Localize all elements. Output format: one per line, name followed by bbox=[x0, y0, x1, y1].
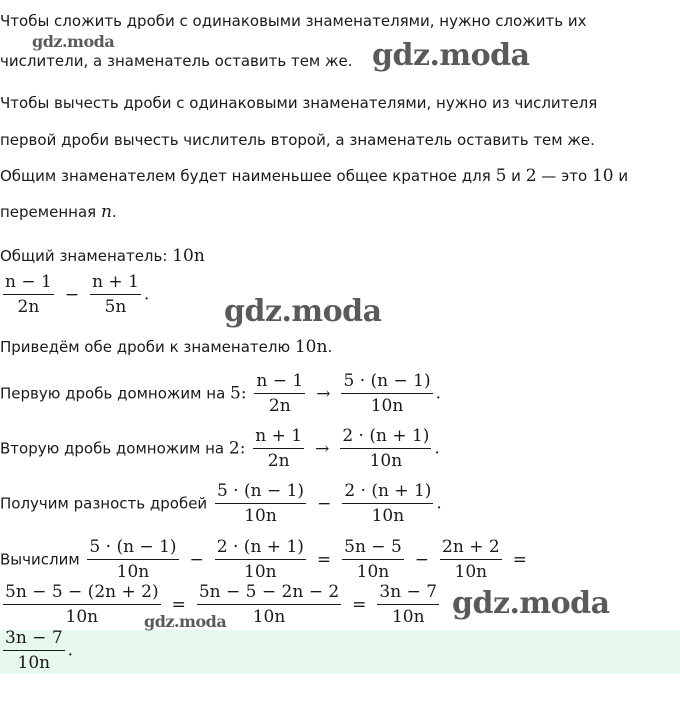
numerator: n + 1 bbox=[255, 426, 303, 446]
number-10: 10 bbox=[591, 166, 614, 186]
colon: : bbox=[239, 438, 246, 459]
denominator: 10n bbox=[244, 562, 277, 582]
general-den-label: Общий знаменатель: bbox=[0, 247, 173, 265]
number-2: 2 bbox=[525, 166, 537, 186]
denominator: 10n bbox=[371, 506, 405, 526]
period: . bbox=[67, 640, 74, 661]
numerator: n − 1 bbox=[256, 371, 304, 391]
reduce-value: 10n bbox=[294, 337, 328, 357]
variable-text: переменная bbox=[0, 203, 101, 221]
minus-sign: − bbox=[189, 549, 204, 570]
denominator: 10n bbox=[244, 506, 277, 526]
rule-sub-text-2: первой дроби вычесть числитель второй, а знаменатель оставить тем же. bbox=[0, 131, 595, 149]
rule-sub-line-2 bbox=[0, 131, 595, 149]
numerator: 5 · (n − 1) bbox=[216, 481, 305, 501]
second-mult-line bbox=[0, 426, 440, 471]
numerator: 3n − 7 bbox=[5, 628, 63, 648]
difference-label: Получим разность дробей bbox=[0, 494, 212, 513]
reduce-label: Приведём обе дроби к знаменателю bbox=[0, 338, 295, 356]
conjunction: и bbox=[506, 167, 526, 185]
numerator: 5 · (n − 1) bbox=[89, 537, 177, 557]
fraction-second bbox=[90, 272, 141, 317]
rule-sub-text-1: Чтобы вычесть дроби с одинаковыми знаменателями, нужно из числителя bbox=[0, 94, 598, 112]
numerator: 3n − 7 bbox=[379, 582, 438, 602]
fraction bbox=[340, 426, 431, 471]
final-answer bbox=[0, 628, 73, 673]
watermark-logo: gdz.moda bbox=[144, 612, 227, 631]
rule-add-line-2 bbox=[0, 52, 353, 70]
colon: : bbox=[240, 383, 247, 404]
numerator: 2 · (n + 1) bbox=[342, 426, 430, 446]
rule-add-text-2: числители, а знаменатель оставить тем же. bbox=[0, 52, 353, 70]
denominator: 10n bbox=[370, 396, 404, 416]
rule-add-line-1 bbox=[0, 12, 586, 30]
period: . bbox=[434, 438, 440, 459]
first-mult-line bbox=[0, 371, 441, 416]
numerator: 5n − 5 − (2n + 2) bbox=[5, 582, 159, 602]
first-mult-label: Первую дробь домножим на bbox=[0, 384, 231, 403]
minus-sign: − bbox=[317, 493, 332, 514]
general-den-line bbox=[0, 246, 205, 266]
watermark-logo: gdz.moda bbox=[372, 38, 530, 73]
fraction bbox=[87, 537, 178, 582]
numerator: 2 · (n + 1) bbox=[344, 481, 432, 501]
denominator: 10n bbox=[356, 562, 390, 582]
general-den-value: 10n bbox=[172, 246, 205, 266]
numerator: n + 1 bbox=[92, 272, 139, 292]
denominator: 2n bbox=[267, 451, 290, 471]
watermark-logo: gdz.moda bbox=[224, 294, 382, 329]
rule-add-text-1: Чтобы сложить дроби с одинаковыми знаменателями, нужно сложить их bbox=[0, 12, 587, 30]
number-5: 5 bbox=[495, 166, 507, 186]
numerator: 5n − 5 − 2n − 2 bbox=[198, 582, 340, 602]
common-den-text: Общим знаменателем будет наименьшее общее кратное для bbox=[0, 167, 496, 185]
minus-sign: − bbox=[64, 284, 80, 305]
answer-fraction bbox=[3, 628, 65, 673]
numerator: 5n − 5 bbox=[344, 537, 402, 557]
period: . bbox=[327, 338, 333, 356]
denominator: 10n bbox=[391, 607, 425, 627]
denominator: 10n bbox=[17, 653, 51, 673]
fraction bbox=[215, 481, 306, 526]
second-mult-label: Вторую дробь домножим на bbox=[0, 439, 229, 458]
rule-sub-line-1 bbox=[0, 94, 597, 112]
and-text: и bbox=[613, 167, 629, 185]
fraction bbox=[377, 582, 439, 627]
fraction bbox=[3, 582, 161, 627]
fraction-first bbox=[3, 272, 54, 317]
first-mult-value: 5 bbox=[230, 383, 241, 404]
fraction bbox=[342, 481, 433, 526]
fraction bbox=[342, 537, 404, 582]
denominator: 10n bbox=[252, 607, 286, 627]
period: . bbox=[111, 203, 117, 221]
common-den-line-2 bbox=[0, 202, 117, 222]
equals-sign: = bbox=[352, 594, 367, 615]
compute-line-1 bbox=[0, 537, 535, 582]
numerator: 5 · (n − 1) bbox=[343, 371, 431, 391]
watermark-logo: gdz.moda bbox=[32, 32, 115, 51]
period: . bbox=[143, 284, 150, 305]
arrow: → bbox=[315, 438, 330, 459]
dash-text: — это bbox=[536, 167, 592, 185]
period: . bbox=[436, 493, 442, 514]
difference-line bbox=[0, 481, 442, 526]
original-expression bbox=[0, 272, 149, 317]
watermark-logo: gdz.moda bbox=[452, 586, 610, 621]
denominator: 10n bbox=[454, 562, 488, 582]
numerator: n − 1 bbox=[5, 272, 52, 292]
denominator: 10n bbox=[65, 607, 99, 627]
arrow: → bbox=[316, 383, 331, 404]
minus-sign: − bbox=[414, 549, 430, 570]
denominator: 10n bbox=[369, 451, 403, 471]
period: . bbox=[435, 383, 441, 404]
numerator: 2n + 2 bbox=[442, 537, 500, 557]
denominator: 10n bbox=[116, 562, 150, 582]
numerator: 2 · (n + 1) bbox=[216, 537, 304, 557]
equals-sign: = bbox=[171, 594, 186, 615]
reduce-line bbox=[0, 337, 332, 357]
denominator: 5n bbox=[104, 297, 127, 317]
compute-label: Вычислим bbox=[0, 550, 85, 569]
equals-sign: = bbox=[316, 549, 332, 570]
common-den-line-1 bbox=[0, 166, 628, 186]
denominator: 2n bbox=[17, 297, 40, 317]
answer-highlight bbox=[0, 630, 680, 674]
fraction bbox=[253, 426, 304, 471]
fraction bbox=[440, 537, 502, 582]
fraction bbox=[215, 537, 306, 582]
denominator: 2n bbox=[268, 396, 291, 416]
second-mult-value: 2 bbox=[228, 438, 240, 459]
fraction bbox=[341, 371, 432, 416]
variable-n: n bbox=[100, 202, 112, 222]
equals-sign: = bbox=[512, 549, 527, 570]
fraction bbox=[254, 371, 305, 416]
